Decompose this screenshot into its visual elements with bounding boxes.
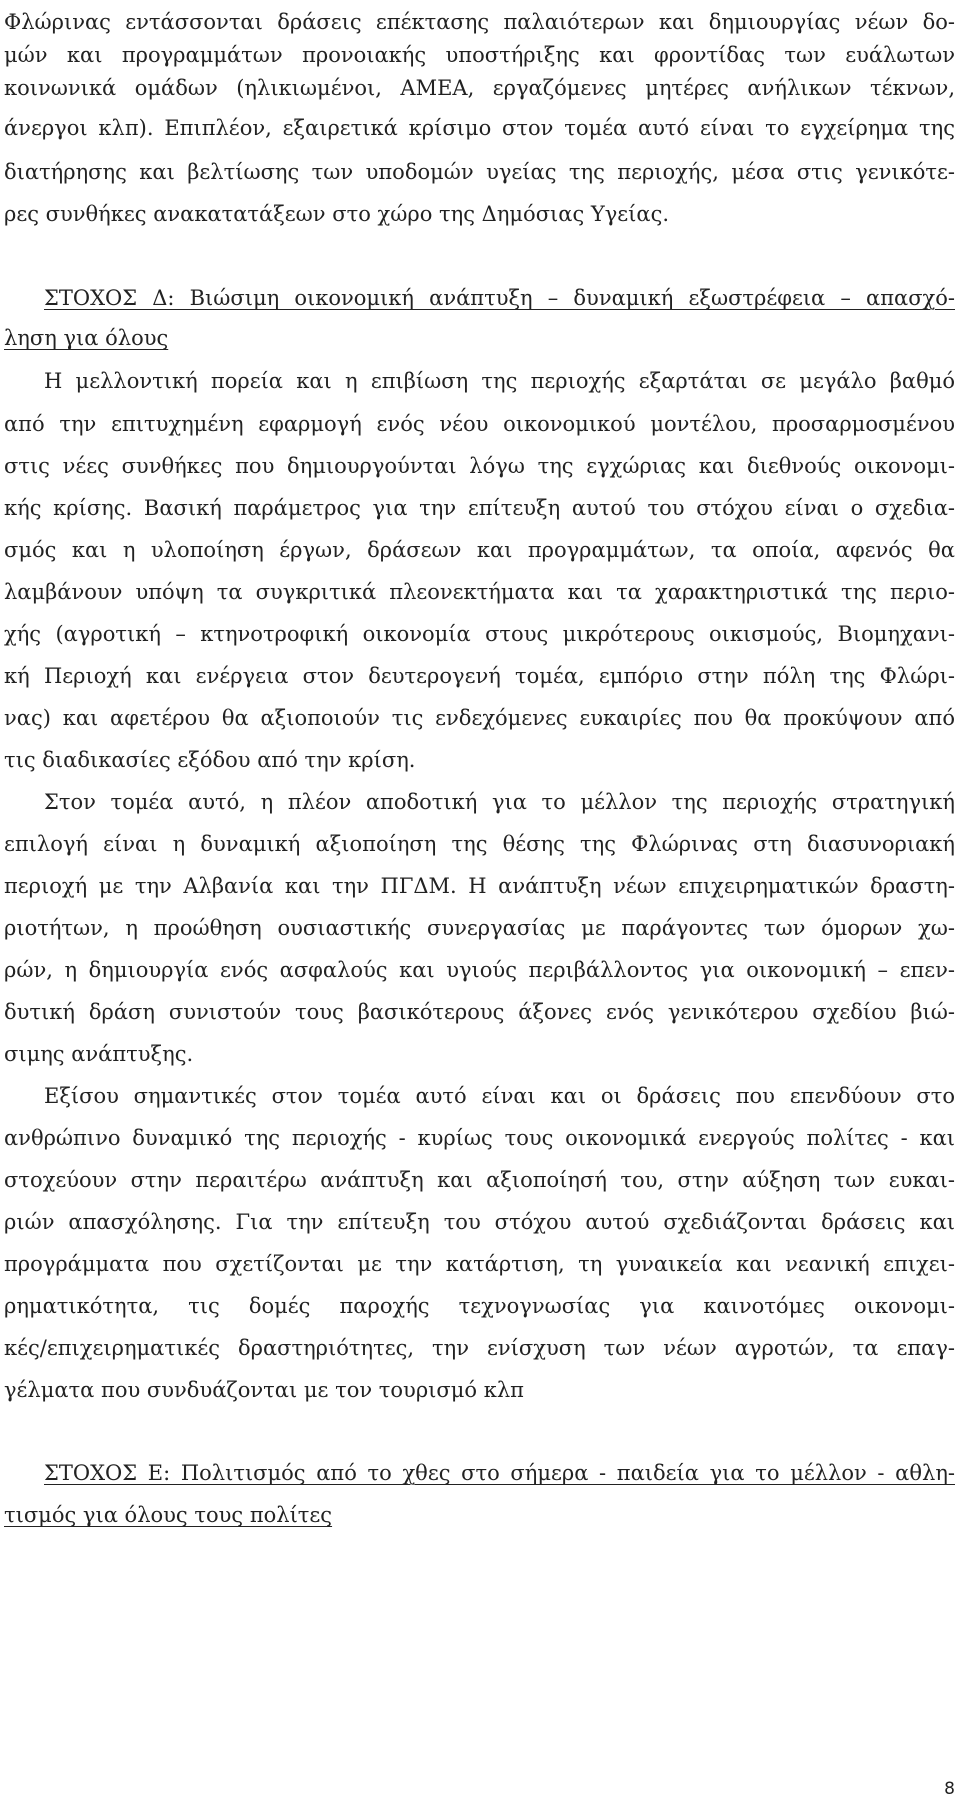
text-line: κές/επιχειρηματικές δραστηριότητες, την ενίσχυση των νέων αγροτών, τα επαγ- (4, 1336, 955, 1360)
text-line: σιμης ανάπτυξης. (4, 1042, 194, 1066)
page-number: 8 (944, 1779, 955, 1799)
text-line: κή Περιοχή και ενέργεια στον δευτερογενή τομέα, εμπόριο στην πόλη της Φλώρι- (4, 664, 955, 688)
text-line: από την επιτυχημένη εφαρμογή ενός νέου οικονομικού μοντέλου, προσαρμοσμένου (4, 412, 955, 436)
text-line: λαμβάνουν υπόψη τα συγκριτικά πλεονεκτήματα και τα χαρακτηριστικά της περιο- (4, 580, 955, 604)
text-line: νας) και αφετέρου θα αξιοποιούν τις ενδεχόμενες ευκαιρίες που θα προκύψουν από (4, 706, 955, 730)
text-line: στοχεύουν στην περαιτέρω ανάπτυξη και αξιοποίησή του, στην αύξηση των ευκαι- (4, 1168, 955, 1192)
text-line: ανθρώπινο δυναμικό της περιοχής - κυρίως τους οικονομικά ενεργούς πολίτες - και (4, 1126, 955, 1150)
text-line: περιοχή με την Αλβανία και την ΠΓΔΜ. Η ανάπτυξη νέων επιχειρηματικών δραστη- (4, 874, 955, 898)
text-line: κοινωνικά ομάδων (ηλικιωμένοι, ΑΜΕΑ, εργαζόμενες μητέρες ανήλικων τέκνων, (4, 76, 955, 100)
text-line: κής κρίσης. Βασική παράμετρος για την επίτευξη αυτού του στόχου είναι ο σχεδια- (4, 496, 955, 520)
text-line: Φλώρινας εντάσσονται δράσεις επέκτασης παλαιότερων και δημιουργίας νέων δο- (4, 10, 955, 34)
text-line: προγράμματα που σχετίζονται με την κατάρτιση, τη γυναικεία και νεανική επιχει- (4, 1252, 955, 1276)
text-line: ρες συνθήκες ανακατατάξεων στο χώρο της Δημόσιας Υγείας. (4, 202, 670, 226)
heading-line: ΣΤΟΧΟΣ Δ: Βιώσιμη οικονομική ανάπτυξη – δυναμική εξωστρέφεια – απασχό- (44, 286, 955, 310)
text-line: ριών απασχόλησης. Για την επίτευξη του στόχου αυτού σχεδιάζονται δράσεις και (4, 1210, 955, 1234)
heading-line: ληση για όλους (4, 326, 169, 350)
text-line: ριοτήτων, η προώθηση ουσιαστικής συνεργασίας με παράγοντες των όμορων χω- (4, 916, 955, 940)
text-line: στις νέες συνθήκες που δημιουργούνται λόγω της εγχώριας και διεθνούς οικονομι- (4, 454, 955, 478)
heading-line: ΣΤΟΧΟΣ Ε: Πολιτισμός από το χθες στο σήμερα - παιδεία για το μέλλον - αθλη- (44, 1461, 955, 1485)
text-line: χής (αγροτική – κτηνοτροφική οικονομία στους μικρότερους οικισμούς, Βιομηχανι- (4, 622, 955, 646)
text-line: σμός και η υλοποίηση έργων, δράσεων και προγραμμάτων, τα οποία, αφενός θα (4, 538, 955, 562)
text-line: δυτική δράση συνιστούν τους βασικότερους άξονες ενός γενικότερου σχεδίου βιώ- (4, 1000, 955, 1024)
text-line: ρών, η δημιουργία ενός ασφαλούς και υγιούς περιβάλλοντος για οικονομική – επεν- (4, 958, 955, 982)
text-line: επιλογή είναι η δυναμική αξιοποίηση της θέσης της Φλώρινας στη διασυνοριακή (4, 832, 955, 856)
text-line: Εξίσου σημαντικές στον τομέα αυτό είναι και οι δράσεις που επενδύουν στο (44, 1084, 955, 1108)
heading-line: τισμός για όλους τους πολίτες (4, 1503, 333, 1527)
text-line: Στον τομέα αυτό, η πλέον αποδοτική για το μέλλον της περιοχής στρατηγική (44, 790, 955, 814)
text-line: τις διαδικασίες εξόδου από την κρίση. (4, 748, 416, 772)
text-line: Η μελλοντική πορεία και η επιβίωση της περιοχής εξαρτάται σε μεγάλο βαθμό (44, 369, 955, 393)
text-line: διατήρησης και βελτίωσης των υποδομών υγείας της περιοχής, μέσα στις γενικότε- (4, 160, 955, 184)
text-line: ρηματικότητα, τις δομές παροχής τεχνογνωσίας για καινοτόμες οικονομι- (4, 1294, 955, 1318)
text-line: άνεργοι κλπ). Επιπλέον, εξαιρετικά κρίσιμο στον τομέα αυτό είναι το εγχείρημα της (4, 116, 955, 140)
text-line: μών και προγραμμάτων προνοιακής υποστήριξης και φροντίδας των ευάλωτων (4, 43, 955, 67)
text-line: γέλματα που συνδυάζονται με τον τουρισμό κλπ (4, 1378, 524, 1402)
